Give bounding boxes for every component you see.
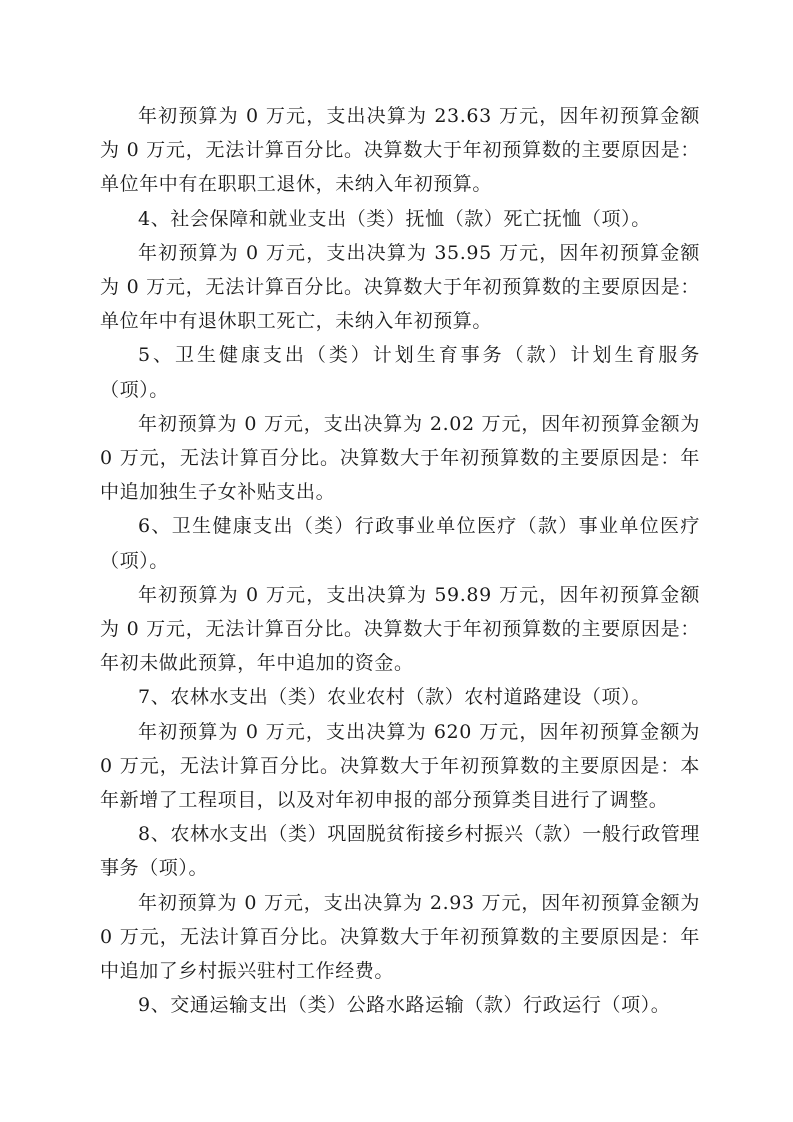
paragraph-budget-retirement: 年初预算为 0 万元，支出决算为 23.63 万元，因年初预算金额为 0 万元，无法计算百分比。决算数大于年初预算数的主要原因是：单位年中有在职职工退休，未纳入年初预算。 <box>100 105 700 196</box>
paragraph-budget-rural-roads: 年初预算为 0 万元，支出决算为 620 万元，因年初预算金额为 0 万元，无法计算百分比。决算数大于年初预算数的主要原因是：本年新增了工程项目，以及对年初申报的部分预算类目进行了调整。 <box>100 720 700 812</box>
heading-item-8: 8、农林水支出（类）巩固脱贫衔接乡村振兴（款）一般行政管理事务（项）。 <box>100 823 700 880</box>
paragraph-budget-medical: 年初预算为 0 万元，支出决算为 59.89 万元，因年初预算金额为 0 万元，无法计算百分比。决算数大于年初预算数的主要原因是：年初未做此预算，年中追加的资金。 <box>100 583 700 675</box>
paragraph-budget-death-pension: 年初预算为 0 万元，支出决算为 35.95 万元，因年初预算金额为 0 万元，无法计算百分比。决算数大于年初预算数的主要原因是：单位年中有退休职工死亡，未纳入年初预算。 <box>100 241 700 333</box>
document-body <box>100 99 700 1022</box>
heading-item-5: 5、卫生健康支出（类）计划生育事务（款）计划生育服务（项）。 <box>100 344 700 401</box>
heading-item-9: 9、交通运输支出（类）公路水路运输（款）行政运行（项）。 <box>138 994 671 1017</box>
heading-item-4: 4、社会保障和就业支出（类）抚恤（款）死亡抚恤（项）。 <box>138 207 651 230</box>
heading-item-7: 7、农林水支出（类）农业农村（款）农村道路建设（项）。 <box>138 686 651 709</box>
paragraph-budget-rural-revitalization: 年初预算为 0 万元，支出决算为 2.93 万元，因年初预算金额为 0 万元，无法计算百分比。决算数大于年初预算数的主要原因是：年中追加了乡村振兴驻村工作经费。 <box>100 891 700 983</box>
heading-item-6: 6、卫生健康支出（类）行政事业单位医疗（款）事业单位医疗（项）。 <box>100 515 700 572</box>
paragraph-budget-family-planning: 年初预算为 0 万元，支出决算为 2.02 万元，因年初预算金额为 0 万元，无法计算百分比。决算数大于年初预算数的主要原因是：年中追加独生子女补贴支出。 <box>100 412 700 504</box>
